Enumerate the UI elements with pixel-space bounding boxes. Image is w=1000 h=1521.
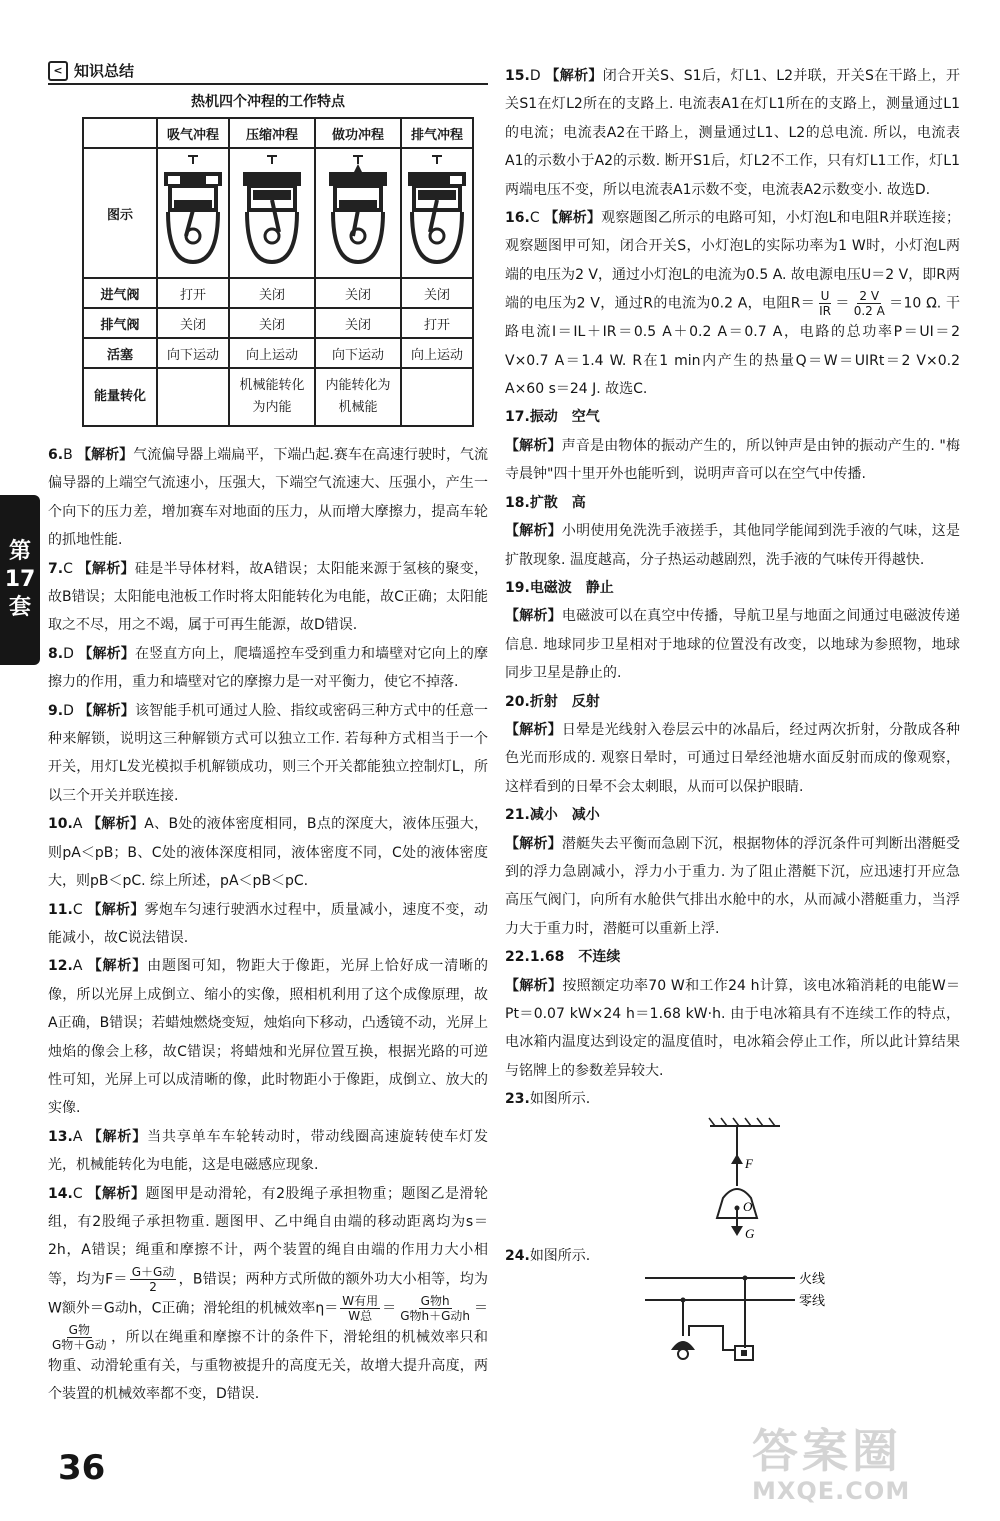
gravity-label: G (745, 1225, 755, 1241)
answer-23: 23.如图所示. (505, 1091, 591, 1108)
header-compression: 压缩冲程 (229, 118, 315, 148)
answer-17-head: 17.振动 空气 (505, 409, 600, 426)
answer-6: 6.B 【解析】气流偏导器上端扁平，下端凸起.赛车在高速行驶时，气流偏导器的上端空气流速小，压强大，下端空气流速大、压强小，产生一个向下的压力差，增加赛车对地面的压力，从而增大摩擦力，提高车轮的抓地性能. (48, 447, 489, 549)
fraction: $\frac{2 V}{0.2 A}$ (853, 289, 885, 319)
row-label-exhaust-valve: 排气阀 (83, 308, 157, 338)
header-intake: 吸气冲程 (157, 118, 229, 148)
table-cell (157, 368, 229, 426)
side-tab-char-3: 套 (8, 595, 31, 620)
table-cell: 关闭 (157, 308, 229, 338)
answer-11: 11.C 【解析】雾炮车匀速行驶洒水过程中，质量减小，速度不变，动能减小，故C说法错误. (48, 901, 489, 946)
row-label-piston: 活塞 (83, 338, 157, 368)
force-arrow-up (731, 1154, 743, 1164)
engine-intake-icon (158, 152, 228, 270)
pulley-force-diagram (505, 1114, 960, 1242)
section-title: 知识总结 (74, 62, 135, 80)
engine-compression-cell (229, 148, 315, 278)
table-cell: 关闭 (229, 278, 315, 308)
header-power: 做功冲程 (315, 118, 401, 148)
table-cell: 关闭 (315, 308, 401, 338)
table-cell: 向上运动 (229, 338, 315, 368)
section-header (48, 60, 488, 85)
watermark-text: 答案圈 (752, 1424, 902, 1478)
answer-16: 16.C 【解析】观察题图乙所示的电路可知，小灯泡L和电阻R并联连接；观察题图甲可知，闭合开关S，小灯泡L的实际功率为1 W时，小灯泡L两端的电压为2 V，通过小灯泡L的电流为0.5 A. 故电源电压U＝2 V，即R两端的电压为2 V，通过R的电流为0.2 A，电阻R＝ $\frac{U}{IR}$ ＝ $\frac{2 V}{0.2 A}$ ＝10 Ω. 干路电流I＝IL＋IR＝0.5 A＋0.2 A＝0.7 A，电路的总功率P＝UI＝2 V×0.7 A＝1.4 W. R在1 min内产生的热量Q＝W＝UIRt＝2 V×0.2 A×60 s＝24 J. 故选C. (505, 210, 961, 398)
table-cell: 关闭 (401, 278, 473, 308)
engine-exhaust-cell (401, 148, 473, 278)
engine-power-icon (323, 152, 393, 270)
engine-intake-cell (157, 148, 229, 278)
table-cell: 打开 (157, 278, 229, 308)
answer-12: 12.A 【解析】由题图可知，物距大于像距，光屏上恰好成一清晰的像，所以光屏上成倒立、缩小的实像，照相机利用了这个成像原理，故A正确，B错误；若蜡烛燃烧变短，烛焰向下移动，凸透镜不动，光屏上烛焰的像会上移，故C错误；将蜡烛和光屏位置互换，根据光路的可逆性可知，光屏上可以成清晰的像，此时物距小于像距，成倒立、放大的实像. (48, 958, 489, 1117)
table-cell: 内能转化为机械能 (315, 368, 401, 426)
answer-22-head: 22.1.68 不连续 (505, 949, 621, 966)
answer-18-analysis: 【解析】小明使用免洗洗手液搓手，其他同学能闻到洗手液的气味，这是扩散现象. 温度越高，分子热运动越剧烈，洗手液的气味传开得越快. (505, 523, 961, 568)
table-corner (83, 118, 157, 148)
answer-21-head: 21.减小 减小 (505, 807, 600, 824)
answer-19-analysis: 【解析】电磁波可以在真空中传播，导航卫星与地面之间通过电磁波传递信息. 地球同步卫星相对于地球的位置没有改变，以地球为参照物，地球同步卫星是静止的. (505, 608, 961, 682)
watermark-url: MXQE.COM (752, 1477, 911, 1505)
engine-stroke-table (82, 117, 474, 427)
answer-24: 24.如图所示. (505, 1247, 591, 1264)
fraction: $\frac{U}{IR}$ (819, 289, 831, 319)
answer-20-analysis: 【解析】日晕是光线射入卷层云中的冰晶后，经过两次折射，分散成各种色光而形成的. 观察日晕时，可通过日晕经池塘水面反射而成的像观察，这样看到的日晕不会太刺眼，从而可以保护眼睛. (505, 721, 961, 795)
answer-14: 14.C 【解析】题图甲是动滑轮，有2股绳子承担物重；题图乙是滑轮组，有2股绳子承担物重. 题图甲、乙中绳自由端的移动距离均为s＝2h，A错误；绳重和摩擦不计，两个装置的绳自由端的作用力大小相等，均为F＝ $\frac{\text{G＋G动}}{2}$ ，B错误；两种方式所做的额外功大小相等，均为W额外＝G动h，C正确；滑轮组的机械效率η＝ $\frac{\text{W有用}}{\text{W总}}$ ＝ $\frac{\text{G物h}}{\text{G物h＋G动h}}$ ＝ $\frac{\text{G物}}{\text{G物＋G动}}$ ，所以在绳重和摩擦不计的条件下，滑轮组的机械效率只和物重、动滑轮重有关，与重物被提升的高度无关，故增大提升高度，两个装置的机械效率都不变，D错误. (48, 1185, 489, 1403)
header-exhaust: 排气冲程 (401, 118, 473, 148)
table-title: 热机四个冲程的工作特点 (191, 94, 345, 110)
answer-17-analysis: 【解析】声音是由物体的振动产生的，所以钟声是由钟的振动产生的. "梅寺晨钟"四十里开外也能听到，说明声音可以在空气中传播. (505, 437, 961, 483)
table-cell: 向下运动 (157, 338, 229, 368)
ceiling-hatch (709, 1118, 775, 1126)
answer-7: 7.C 【解析】硅是半导体材料，故A错误；太阳能来源于氢核的聚变，故B错误；太阳能电池板工作时将太阳能转化为电能，故C正确；太阳能取之不尽，用之不竭，属于可再生能源，故D错误. (48, 560, 489, 634)
answer-22-analysis: 【解析】按照额定功率70 W和工作24 h计算，该电冰箱消耗的电能W＝Pt＝0.07 kW×24 h＝1.68 kW·h. 由于电冰箱具有不连续工作的特点，电冰箱内温度达到设定的温度值时，电冰箱会停止工作，所以此计算结果与铭牌上的参数差异较大. (505, 977, 961, 1079)
row-label-energy: 能量转化 (83, 368, 157, 426)
side-tab-char-1: 第 (8, 539, 31, 564)
answer-13: 13.A 【解析】当共享单车车轮转动时，带动线圈高速旋转使车灯发光，机械能转化为电能，这是电磁感应现象. (48, 1128, 489, 1174)
row-label-intake-valve: 进气阀 (83, 278, 157, 308)
answer-15: 15.D 【解析】闭合开关S、S1后，灯L1、L2并联，开关S在干路上，开关S1在灯L2所在的支路上. 电流表A1在灯L1所在的支路上，测量通过L1的电流；电流表A2在干路上，测量通过L1、L2的总电流. 所以，电流表A1的示数小于A2的示数. 断开S1后，灯L2不工作，只有灯L1工作，灯L1两端电压不变，所以电流表A1示数不变，电流表A2示数变小. 故选D. (505, 68, 960, 198)
answer-21-analysis: 【解析】潜艇失去平衡而急剧下沉，根据物体的浮沉条件可判断出潜艇受到的浮力急剧减小，浮力小于重力. 为了阻止潜艇下沉，应迅速打开应急高压气阀门，向所有水舱供气排出水舱中的水，从而减小潜艇重力，当浮力大于重力时，潜艇可以重新上浮. (505, 835, 961, 937)
engine-compression-icon (237, 152, 307, 270)
side-tab-char-2: 17 (4, 567, 36, 592)
left-column (48, 60, 488, 1409)
force-label: F (745, 1155, 753, 1171)
answer-10: 10.A 【解析】A、B处的液体密度相同，B点的深度大，液体压强大，则pA＜pB；B、C处的液体深度相同，液体密度不同，C处的液体密度大，则pB＜pC. 综上所述，pA＜pB＜pC. (48, 816, 488, 890)
answer-19-head: 19.电磁波 静止 (505, 579, 614, 596)
page-number: 36 (58, 1448, 106, 1488)
fraction: $\frac{\text{G＋G动}}{2}$ (131, 1264, 175, 1294)
watermark-logo (752, 1425, 982, 1520)
engine-power-cell (315, 148, 401, 278)
set-number-tab (0, 495, 40, 665)
table-cell: 向下运动 (315, 338, 401, 368)
gravity-arrow-down (731, 1226, 743, 1236)
table-cell: 向上运动 (401, 338, 473, 368)
table-cell: 关闭 (315, 278, 401, 308)
answer-9: 9.D 【解析】该智能手机可通过人脸、指纹或密码三种方式中的任意一种来解锁，说明这三种解锁方式可以独立工作. 若每种方式相当于一个开关，用灯L发光模拟手机解锁成功，则三个开关都能独立控制灯L，所以三个开关并联连接. (48, 702, 489, 804)
engine-exhaust-icon (402, 152, 472, 270)
table-cell: 打开 (401, 308, 473, 338)
right-column (505, 62, 960, 1370)
answer-18-head: 18.扩散 高 (505, 494, 586, 511)
fraction: $\frac{\text{G物h}}{\text{G物h＋G动h}}$ (400, 1293, 470, 1323)
fraction: $\frac{\text{G物}}{\text{G物＋G动}}$ (52, 1322, 107, 1352)
row-label-diagram: 图示 (83, 148, 157, 278)
knowledge-summary-icon: < (48, 61, 68, 81)
table-cell: 关闭 (229, 308, 315, 338)
fraction: $\frac{\text{W有用}}{\text{W总}}$ (342, 1293, 379, 1323)
answer-20-head: 20.折射 反射 (505, 693, 600, 710)
household-circuit-diagram (505, 1270, 960, 1370)
live-wire-label: 火线 (799, 1272, 826, 1288)
table-cell: 机械能转化为内能 (229, 368, 315, 426)
neutral-wire-label: 零线 (799, 1294, 826, 1310)
table-cell (401, 368, 473, 426)
center-label: O (743, 1198, 753, 1214)
answer-8: 8.D 【解析】在竖直方向上，爬墙遥控车受到重力和墙壁对它向上的摩擦力的作用，重力和墙壁对它的摩擦力是一对平衡力，使它不掉落. (48, 645, 489, 691)
